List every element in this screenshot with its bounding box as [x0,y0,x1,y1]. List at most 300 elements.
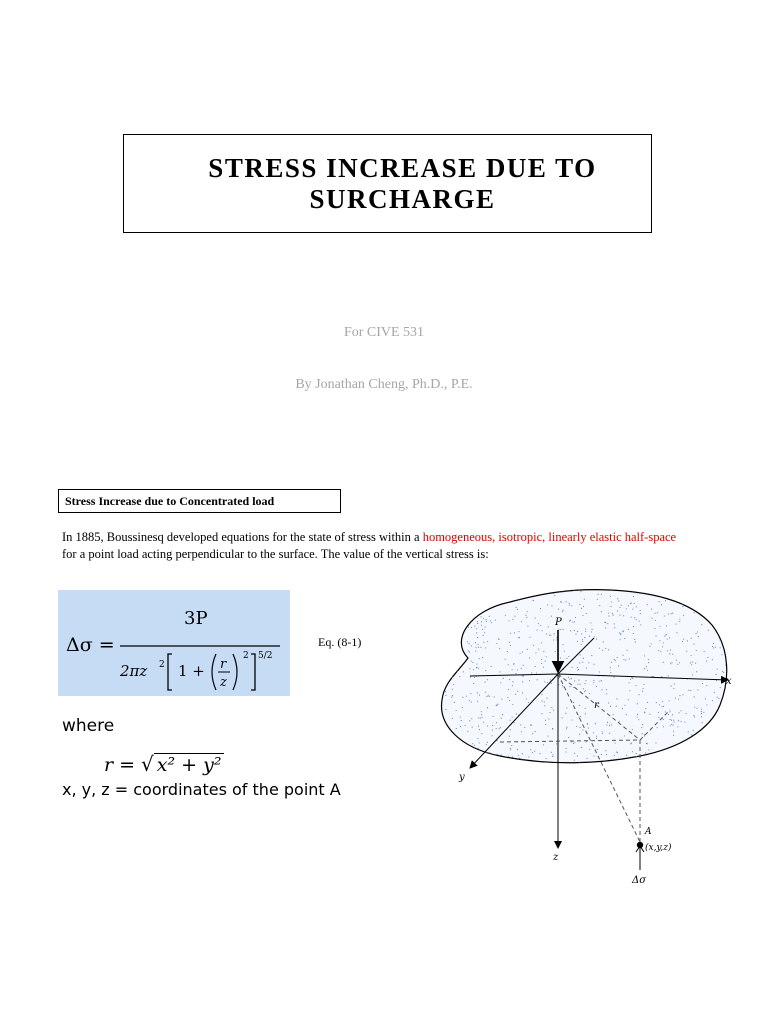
speckle-dot [636,753,637,754]
speckle-dot [613,615,614,616]
speckle-dot [569,686,570,687]
speckle-dot [573,702,574,703]
speckle-dot [630,743,631,744]
speckle-dot [512,717,513,718]
speckle-dot [580,591,581,592]
speckle-dot [712,700,713,701]
label-r: r [594,700,599,711]
speckle-dot [576,726,577,727]
speckle-dot [610,706,611,707]
speckle-dot [581,634,582,635]
speckle-dot [544,702,545,703]
section-heading-box [58,489,341,513]
speckle-dot [560,601,561,602]
speckle-dot [509,700,510,701]
speckle-dot [690,690,691,691]
speckle-dot [686,713,687,714]
eq-den-sq: 2 [159,660,165,670]
speckle-dot [596,639,597,640]
speckle-dot [606,754,607,755]
speckle-dot [522,652,523,653]
speckle-dot [537,679,538,680]
speckle-dot [514,722,515,723]
speckle-dot [569,679,570,680]
speckle-dot [477,738,478,739]
speckle-dot [509,679,510,680]
speckle-dot [611,724,612,725]
speckle-dot [687,640,688,641]
speckle-dot [583,615,584,616]
speckle-dot [667,639,668,640]
speckle-dot [562,610,563,611]
speckle-dot [722,671,723,672]
speckle-dot [538,623,539,624]
speckle-dot [623,615,624,616]
speckle-dot [660,651,661,652]
speckle-dot [541,642,542,643]
speckle-dot [478,647,479,648]
speckle-dot [582,662,583,663]
speckle-dot [638,719,639,720]
speckle-dot [539,753,540,754]
speckle-dot [530,749,531,750]
speckle-dot [651,609,652,610]
eq-z: z [220,675,227,690]
speckle-dot [545,661,546,662]
speckle-dot [599,681,600,682]
speckle-dot [611,590,612,591]
speckle-dot [617,657,618,658]
speckle-dot [474,626,475,627]
speckle-dot [583,688,584,689]
speckle-dot [678,712,679,713]
speckle-dot [540,625,541,626]
speckle-dot [704,651,705,652]
left-paren [212,654,216,690]
speckle-dot [477,701,478,702]
speckle-dot [698,636,699,637]
speckle-dot [634,617,635,618]
speckle-dot [631,603,632,604]
speckle-dot [671,613,672,614]
speckle-dot [486,752,487,753]
speckle-dot [628,699,629,700]
speckle-dot [665,711,666,712]
speckle-dot [568,737,569,738]
speckle-dot [481,711,482,712]
speckle-dot [636,756,637,757]
speckle-dot [475,647,476,648]
speckle-dot [549,635,550,636]
term-linearly-elastic: linearly elastic half-space [548,530,677,544]
eq-den-prefix: 2πz [120,662,148,680]
speckle-dot [614,755,615,756]
speckle-dot [720,640,721,641]
speckle-dot [635,642,636,643]
speckle-dot [565,751,566,752]
speckle-dot [584,599,585,600]
speckle-dot [647,670,648,671]
speckle-dot [584,691,585,692]
speckle-dot [642,733,643,734]
term-separator: , [492,530,499,544]
speckle-dot [550,679,551,680]
speckle-dot [512,681,513,682]
speckle-dot [581,644,582,645]
speckle-dot [620,634,621,635]
speckle-dot [721,654,722,655]
speckle-dot [612,613,613,614]
speckle-dot [519,600,520,601]
speckle-dot [477,623,478,624]
speckle-dot [528,702,529,703]
speckle-dot [628,629,629,630]
speckle-dot [472,743,473,744]
speckle-dot [551,683,552,684]
speckle-dot [480,647,481,648]
speckle-dot [619,607,620,608]
speckle-dot [692,662,693,663]
left-bracket [168,654,172,690]
speckle-dot [683,639,684,640]
speckle-dot [611,601,612,602]
speckle-dot [606,693,607,694]
speckle-dot [654,628,655,629]
speckle-dot [596,686,597,687]
speckle-dot [574,630,575,631]
label-x: x [726,676,732,687]
speckle-dot [532,733,533,734]
speckle-dot [673,735,674,736]
speckle-dot [507,697,508,698]
boussinesq-figure [430,580,740,900]
speckle-dot [474,745,475,746]
speckle-dot [481,621,482,622]
speckle-dot [498,638,499,639]
speckle-dot [617,598,618,599]
speckle-dot [720,647,721,648]
speckle-dot [599,671,600,672]
speckle-dot [603,641,604,642]
speckle-dot [615,660,616,661]
speckle-dot [547,736,548,737]
speckle-dot [641,593,642,594]
speckle-dot [676,660,677,661]
speckle-dot [720,687,721,688]
speckle-dot [483,618,484,619]
speckle-dot [701,716,702,717]
speckle-dot [516,713,517,714]
speckle-dot [675,624,676,625]
speckle-dot [683,615,684,616]
speckle-dot [479,695,480,696]
speckle-dot [580,684,581,685]
speckle-dot [490,620,491,621]
speckle-dot [611,759,612,760]
speckle-dot [670,663,671,664]
speckle-dot [574,621,575,622]
label-P: P [555,617,562,628]
speckle-dot [587,724,588,725]
eq-r: r [220,657,227,672]
speckle-dot [485,692,486,693]
speckle-dot [512,685,513,686]
speckle-dot [668,613,669,614]
speckle-dot [667,650,668,651]
speckle-dot [717,669,718,670]
speckle-dot [479,658,480,659]
speckle-dot [543,667,544,668]
speckle-dot [663,726,664,727]
speckle-dot [645,708,646,709]
speckle-dot [489,696,490,697]
speckle-dot [563,644,564,645]
speckle-dot [725,665,726,666]
speckle-dot [608,616,609,617]
speckle-dot [483,722,484,723]
speckle-dot [670,649,671,650]
speckle-dot [465,725,466,726]
speckle-dot [487,707,488,708]
speckle-dot [572,719,573,720]
intro-paragraph [62,529,682,563]
speckle-dot [662,701,663,702]
speckle-dot [582,639,583,640]
label-A: A [645,827,652,837]
speckle-dot [585,690,586,691]
speckle-dot [627,650,628,651]
speckle-dot [579,717,580,718]
speckle-dot [476,632,477,633]
speckle-dot [570,620,571,621]
speckle-dot [623,630,624,631]
speckle-dot [469,652,470,653]
speckle-dot [717,697,718,698]
speckle-dot [617,610,618,611]
speckle-dot [713,643,714,644]
speckle-dot [577,641,578,642]
speckle-dot [664,615,665,616]
speckle-dot [524,727,525,728]
speckle-dot [500,727,501,728]
eq-outer-exp: 5/2 [258,651,273,661]
speckle-dot [663,662,664,663]
speckle-dot [647,743,648,744]
speckle-dot [657,612,658,613]
speckle-dot [584,637,585,638]
speckle-dot [508,620,509,621]
speckle-dot [682,641,683,642]
speckle-dot [678,720,679,721]
speckle-dot [707,657,708,658]
speckle-dot [501,699,502,700]
label-y: y [459,772,465,783]
term-separator: , [542,530,549,544]
speckle-dot [678,699,679,700]
speckle-dot [682,694,683,695]
speckle-dot [505,659,506,660]
speckle-dot [643,688,644,689]
speckle-dot [508,756,509,757]
speckle-dot [624,705,625,706]
speckle-dot [695,663,696,664]
speckle-dot [703,712,704,713]
speckle-dot [563,686,564,687]
speckle-dot [460,717,461,718]
speckle-dot [566,601,567,602]
speckle-dot [577,667,578,668]
speckle-dot [512,619,513,620]
speckle-dot [556,743,557,744]
section-heading: Stress Increase due to Concentrated load [65,494,275,508]
speckle-dot [578,669,579,670]
speckle-dot [558,629,559,630]
speckle-dot [656,635,657,636]
eq-one-plus: 1 + [178,662,205,680]
speckle-dot [642,724,643,725]
speckle-dot [468,650,469,651]
speckle-dot [696,650,697,651]
speckle-dot [456,710,457,711]
speckle-dot [538,649,539,650]
speckle-dot [669,719,670,720]
speckle-dot [534,751,535,752]
speckle-dot [579,604,580,605]
speckle-dot [648,662,649,663]
speckle-dot [606,689,607,690]
speckle-dot [566,728,567,729]
speckle-dot [631,742,632,743]
speckle-dot [554,595,555,596]
speckle-dot [614,623,615,624]
speckle-dot [619,632,620,633]
speckle-dot [673,725,674,726]
title-box [123,134,652,233]
speckle-dot [672,714,673,715]
speckle-dot [645,752,646,753]
speckle-dot [453,684,454,685]
speckle-dot [496,704,497,705]
speckle-dot [508,689,509,690]
speckle-dot [480,718,481,719]
speckle-dot [601,754,602,755]
speckle-dot [523,675,524,676]
speckle-dot [505,615,506,616]
speckle-dot [529,657,530,658]
speckle-dot [613,714,614,715]
speckle-dot [451,697,452,698]
speckle-dot [456,728,457,729]
speckle-dot [484,632,485,633]
speckle-dot [672,613,673,614]
speckle-dot [609,725,610,726]
speckle-dot [507,651,508,652]
label-xyz: (x,y,z) [645,843,672,853]
speckle-dot [548,626,549,627]
speckle-dot [483,635,484,636]
speckle-dot [668,714,669,715]
speckle-dot [593,682,594,683]
speckle-dot [632,751,633,752]
speckle-dot [706,685,707,686]
speckle-dot [608,613,609,614]
speckle-dot [527,626,528,627]
speckle-dot [574,742,575,743]
speckle-dot [487,742,488,743]
speckle-dot [644,735,645,736]
eq-numerator: 3P [184,608,208,629]
speckle-dot [654,613,655,614]
speckle-dot [574,590,575,591]
speckle-dot [577,670,578,671]
speckle-dot [621,605,622,606]
speckle-dot [662,646,663,647]
speckle-dot [649,714,650,715]
speckle-dot [655,742,656,743]
speckle-dot [573,687,574,688]
speckle-dot [673,731,674,732]
speckle-dot [468,626,469,627]
speckle-dot [583,606,584,607]
speckle-dot [637,717,638,718]
speckle-dot [602,650,603,651]
speckle-dot [584,683,585,684]
speckle-dot [487,725,488,726]
speckle-dot [471,718,472,719]
speckle-dot [574,680,575,681]
speckle-dot [573,743,574,744]
speckle-dot [568,603,569,604]
eq-inner-exp: 2 [243,651,249,661]
speckle-dot [624,735,625,736]
speckle-dot [494,697,495,698]
speckle-dot [575,634,576,635]
speckle-dot [671,686,672,687]
speckle-dot [585,713,586,714]
speckle-dot [477,637,478,638]
speckle-dot [551,616,552,617]
speckle-dot [462,707,463,708]
speckle-dot [482,657,483,658]
speckle-dot [517,669,518,670]
speckle-dot [690,662,691,663]
speckle-dot [478,717,479,718]
speckle-dot [608,649,609,650]
r-def-radicand: x² + y² [154,753,225,776]
speckle-dot [463,671,464,672]
speckle-dot [718,698,719,699]
speckle-dot [588,727,589,728]
equation-label: Eq. (8-1) [318,635,362,649]
speckle-dot [521,759,522,760]
speckle-dot [499,671,500,672]
speckle-dot [585,631,586,632]
speckle-dot [469,668,470,669]
speckle-dot [663,706,664,707]
speckle-dot [466,696,467,697]
speckle-dot [691,655,692,656]
speckle-dot [460,726,461,727]
point-A-marker [637,842,643,848]
speckle-dot [639,621,640,622]
speckle-dot [640,610,641,611]
speckle-dot [596,738,597,739]
speckle-dot [623,655,624,656]
speckle-dot [632,729,633,730]
speckle-dot [483,642,484,643]
speckle-dot [489,616,490,617]
intro-text-1: In 1885, Boussinesq developed equations for the state of stress within a [62,530,423,544]
